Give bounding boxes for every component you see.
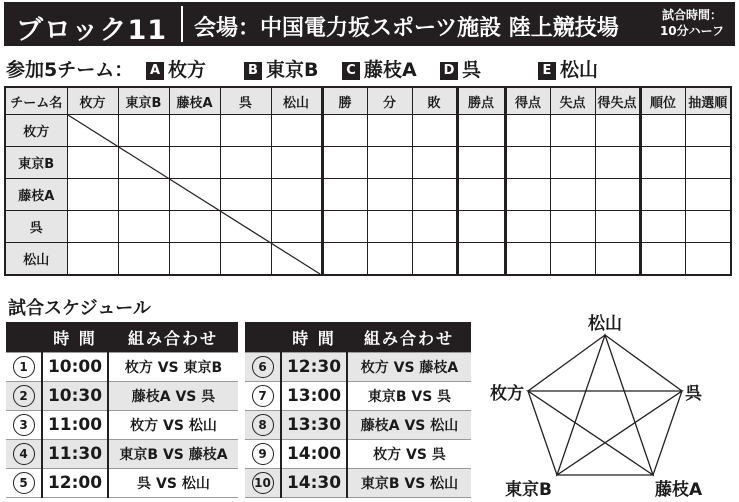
standings-cell bbox=[412, 115, 457, 147]
vs-label: VS bbox=[175, 389, 197, 405]
match-time-cell: 13:30 bbox=[281, 411, 347, 440]
standings-cell bbox=[322, 115, 367, 147]
vs-label: VS bbox=[404, 476, 426, 492]
time-header: 時 間 bbox=[281, 322, 347, 353]
standings-cell bbox=[367, 147, 412, 179]
standings-cell bbox=[457, 211, 505, 243]
team-name: 呉 bbox=[462, 59, 482, 81]
header-cell: 失点 bbox=[550, 87, 595, 115]
standings-cell bbox=[640, 243, 685, 276]
standings-cell bbox=[550, 115, 595, 147]
match-number-cell bbox=[6, 469, 42, 498]
standings-cell bbox=[505, 147, 550, 179]
match-time-label: 試合時間： bbox=[661, 8, 722, 22]
header-cell: 東京B bbox=[118, 87, 169, 115]
vs-label: VS bbox=[163, 418, 184, 434]
pentagon-outline bbox=[528, 335, 682, 475]
standings-cell bbox=[457, 115, 505, 147]
standings-cell bbox=[412, 147, 457, 179]
vs-label: VS bbox=[162, 447, 184, 463]
match-number-cell bbox=[6, 411, 42, 440]
match-number-cell bbox=[245, 382, 281, 411]
schedule-header-row bbox=[245, 322, 471, 353]
pentagon-label-right: 呉 bbox=[685, 384, 702, 404]
standings-cell bbox=[169, 147, 220, 179]
standings-cell bbox=[412, 243, 457, 276]
team-name: 藤枝A bbox=[364, 59, 417, 81]
standings-cell bbox=[595, 179, 640, 211]
header-bar bbox=[4, 2, 735, 46]
match-number: 8 bbox=[252, 414, 274, 436]
team-entry bbox=[538, 55, 598, 82]
standings-row bbox=[5, 147, 731, 179]
standings-cell bbox=[220, 147, 271, 179]
standings-cell bbox=[67, 211, 118, 243]
standings-cell bbox=[457, 243, 505, 276]
match-number: 6 bbox=[252, 356, 274, 378]
schedule-row bbox=[245, 411, 471, 440]
schedule-table-right bbox=[245, 322, 471, 498]
standings-cell bbox=[595, 147, 640, 179]
match-time bbox=[654, 7, 730, 39]
schedule-row bbox=[6, 353, 238, 382]
header-cell: 敗 bbox=[412, 87, 457, 115]
standings-cell bbox=[367, 211, 412, 243]
away-team: 藤枝A bbox=[419, 360, 459, 376]
match-number: 1 bbox=[13, 356, 35, 378]
team-letter-badge: B bbox=[244, 62, 262, 80]
match-pairing-cell bbox=[108, 469, 238, 498]
away-team: 松山 bbox=[430, 476, 459, 492]
match-pairing-cell bbox=[108, 440, 238, 469]
standings-cell bbox=[640, 211, 685, 243]
away-team: 呉 bbox=[201, 389, 216, 405]
standings-cell bbox=[322, 179, 367, 211]
match-time-cell: 10:00 bbox=[42, 353, 108, 382]
away-team: 松山 bbox=[181, 476, 210, 492]
home-team: 東京B bbox=[119, 447, 159, 463]
standings-cell bbox=[118, 179, 169, 211]
header-cell: 勝 bbox=[322, 87, 367, 115]
standings-cell bbox=[169, 211, 220, 243]
match-number-cell bbox=[6, 382, 42, 411]
team-letter-badge: E bbox=[538, 62, 556, 80]
standings-cell bbox=[412, 179, 457, 211]
header-cell: 抽選順 bbox=[685, 87, 731, 115]
header-cell: 分 bbox=[367, 87, 412, 115]
home-team: 枚方 bbox=[130, 418, 159, 434]
match-pairing-cell bbox=[108, 382, 238, 411]
away-team: 呉 bbox=[431, 447, 446, 463]
match-time-cell: 12:30 bbox=[281, 353, 347, 382]
standings-cell bbox=[367, 115, 412, 147]
away-team: 松山 bbox=[430, 418, 459, 434]
standings-row bbox=[5, 115, 731, 147]
pentagon-label-bottom-right: 藤枝A bbox=[655, 480, 703, 500]
block-title: ブロック11 bbox=[16, 15, 168, 46]
team-name: 東京B bbox=[266, 59, 319, 81]
match-time-cell: 13:00 bbox=[281, 382, 347, 411]
standings-cell bbox=[118, 115, 169, 147]
match-number: 9 bbox=[252, 443, 274, 465]
standings-cell bbox=[220, 243, 271, 276]
standings-cell bbox=[505, 179, 550, 211]
venue-title: 会場：中国電力坂スポーツ施設 陸上競技場 bbox=[194, 16, 619, 41]
schedule-row bbox=[6, 440, 238, 469]
away-team: 呉 bbox=[437, 389, 452, 405]
away-team: 松山 bbox=[188, 418, 217, 434]
pentagon-label-top: 松山 bbox=[588, 314, 622, 334]
schedule-header-row bbox=[6, 322, 238, 353]
match-pairing-cell bbox=[347, 353, 471, 382]
standings-team-name: 東京B bbox=[5, 147, 67, 179]
match-time-cell: 12:00 bbox=[42, 469, 108, 498]
match-number-cell bbox=[245, 469, 281, 498]
standings-cell bbox=[550, 243, 595, 276]
home-team: 呉 bbox=[137, 476, 152, 492]
match-pairing-cell bbox=[347, 469, 471, 498]
header-divider bbox=[181, 6, 183, 42]
team-letter-badge: A bbox=[146, 62, 164, 80]
standings-cell bbox=[118, 243, 169, 276]
schedule-row bbox=[245, 382, 471, 411]
match-pairing-cell bbox=[108, 353, 238, 382]
standings-cell bbox=[550, 179, 595, 211]
match-number-cell bbox=[245, 411, 281, 440]
match-number: 2 bbox=[13, 385, 35, 407]
home-team: 枚方 bbox=[360, 360, 389, 376]
header-cell: 得失点 bbox=[595, 87, 640, 115]
match-time-cell: 11:00 bbox=[42, 411, 108, 440]
pentagon-star bbox=[528, 335, 682, 475]
standings-cell bbox=[322, 243, 367, 276]
teams-label: 参加5チーム： bbox=[6, 59, 134, 81]
standings-row bbox=[5, 243, 731, 276]
standings-cell bbox=[505, 115, 550, 147]
home-team: 東京B bbox=[367, 389, 407, 405]
header-cell: 得点 bbox=[505, 87, 550, 115]
standings-cell bbox=[457, 179, 505, 211]
home-team: 枚方 bbox=[124, 360, 153, 376]
away-team: 藤枝A bbox=[188, 447, 228, 463]
match-time-cell: 10:30 bbox=[42, 382, 108, 411]
standings-cell bbox=[67, 115, 118, 147]
schedule-row bbox=[245, 353, 471, 382]
team-entry bbox=[244, 55, 318, 82]
team-entry bbox=[146, 55, 206, 82]
standings-cell bbox=[505, 243, 550, 276]
standings-cell bbox=[271, 115, 322, 147]
match-pairing-cell bbox=[347, 411, 471, 440]
home-team: 枚方 bbox=[373, 447, 402, 463]
match-pairing-cell bbox=[108, 411, 238, 440]
match-number-cell bbox=[245, 353, 281, 382]
header-cell: チーム名 bbox=[5, 87, 67, 115]
team-name: 枚方 bbox=[168, 59, 207, 81]
standings-cell bbox=[595, 243, 640, 276]
standings-cell bbox=[67, 243, 118, 276]
team-letter-badge: D bbox=[440, 62, 458, 80]
team-name: 松山 bbox=[560, 59, 599, 81]
vs-label: VS bbox=[156, 476, 177, 492]
header-cell: 呉 bbox=[220, 87, 271, 115]
match-number-cell bbox=[6, 353, 42, 382]
standings-cell bbox=[67, 147, 118, 179]
standings-team-name: 藤枝A bbox=[5, 179, 67, 211]
schedule-header-blank bbox=[245, 322, 281, 353]
standings-cell bbox=[505, 211, 550, 243]
match-number: 4 bbox=[13, 443, 35, 465]
standings-row bbox=[5, 211, 731, 243]
standings-cell bbox=[595, 211, 640, 243]
standings-cell bbox=[118, 147, 169, 179]
pentagon-label-left: 枚方 bbox=[490, 384, 524, 404]
match-time-cell: 14:30 bbox=[281, 469, 347, 498]
header-cell: 順位 bbox=[640, 87, 685, 115]
standings-cell bbox=[685, 211, 731, 243]
standings-cell bbox=[367, 243, 412, 276]
home-team: 藤枝A bbox=[131, 389, 171, 405]
schedule-row bbox=[245, 440, 471, 469]
standings-header-row bbox=[5, 87, 731, 115]
standings-team-name: 枚方 bbox=[5, 115, 67, 147]
standings-cell bbox=[550, 147, 595, 179]
standings-team-name: 松山 bbox=[5, 243, 67, 276]
home-team: 藤枝A bbox=[360, 418, 400, 434]
time-header: 時 間 bbox=[42, 322, 108, 353]
standings-cell bbox=[685, 147, 731, 179]
match-pairing-cell bbox=[347, 440, 471, 469]
team-letter-badge: C bbox=[342, 62, 360, 80]
standings-cell bbox=[640, 115, 685, 147]
match-header: 組み合わせ bbox=[108, 322, 238, 353]
standings-cell bbox=[412, 211, 457, 243]
standings-cell bbox=[271, 243, 322, 276]
standings-cell bbox=[595, 115, 640, 147]
standings-cell bbox=[169, 115, 220, 147]
schedule-row bbox=[6, 469, 238, 498]
standings-cell bbox=[220, 211, 271, 243]
standings-cell bbox=[685, 115, 731, 147]
vs-label: VS bbox=[157, 360, 179, 376]
match-number: 7 bbox=[252, 385, 274, 407]
match-header: 組み合わせ bbox=[347, 322, 471, 353]
team-entry bbox=[342, 55, 417, 82]
header-cell: 勝点 bbox=[457, 87, 505, 115]
match-time-value: 10分ハーフ bbox=[659, 24, 725, 38]
standings-cell bbox=[169, 179, 220, 211]
standings-cell bbox=[640, 147, 685, 179]
standings-table bbox=[4, 86, 732, 276]
match-time-cell: 14:00 bbox=[281, 440, 347, 469]
match-number: 3 bbox=[13, 414, 35, 436]
vs-label: VS bbox=[411, 389, 433, 405]
match-time-cell: 11:30 bbox=[42, 440, 108, 469]
standings-cell bbox=[67, 179, 118, 211]
header-cell: 松山 bbox=[271, 87, 322, 115]
standings-cell bbox=[322, 147, 367, 179]
standings-cell bbox=[367, 179, 412, 211]
schedule-table-left bbox=[6, 322, 238, 498]
match-number: 5 bbox=[13, 472, 35, 494]
standings-cell bbox=[457, 147, 505, 179]
vs-label: VS bbox=[404, 418, 426, 434]
match-number-cell bbox=[6, 440, 42, 469]
vs-label: VS bbox=[406, 447, 427, 463]
schedule-row bbox=[245, 469, 471, 498]
standings-cell bbox=[271, 211, 322, 243]
standings-cell bbox=[271, 147, 322, 179]
header-cell: 藤枝A bbox=[169, 87, 220, 115]
standings-cell bbox=[322, 211, 367, 243]
schedule-header-blank bbox=[6, 322, 42, 353]
standings-cell bbox=[220, 115, 271, 147]
standings-cell bbox=[220, 179, 271, 211]
standings-cell bbox=[640, 179, 685, 211]
match-pairing-cell bbox=[347, 382, 471, 411]
standings-cell bbox=[685, 179, 731, 211]
match-number-cell bbox=[245, 440, 281, 469]
standings-team-name: 呉 bbox=[5, 211, 67, 243]
pentagon-label-bottom-left: 東京B bbox=[505, 480, 552, 500]
standings-cell bbox=[118, 211, 169, 243]
standings-cell bbox=[685, 243, 731, 276]
match-number: 10 bbox=[252, 472, 274, 494]
team-entry bbox=[440, 55, 481, 82]
header-cell: 枚方 bbox=[67, 87, 118, 115]
standings-cell bbox=[169, 243, 220, 276]
standings-cell bbox=[271, 179, 322, 211]
schedule-row bbox=[6, 411, 238, 440]
away-team: 東京B bbox=[183, 360, 223, 376]
schedule-title: 試合スケジュール bbox=[8, 298, 151, 319]
round-robin-pentagon bbox=[480, 305, 730, 499]
standings-cell bbox=[550, 211, 595, 243]
standings-row bbox=[5, 179, 731, 211]
vs-label: VS bbox=[393, 360, 415, 376]
home-team: 東京B bbox=[360, 476, 400, 492]
schedule-row bbox=[6, 382, 238, 411]
